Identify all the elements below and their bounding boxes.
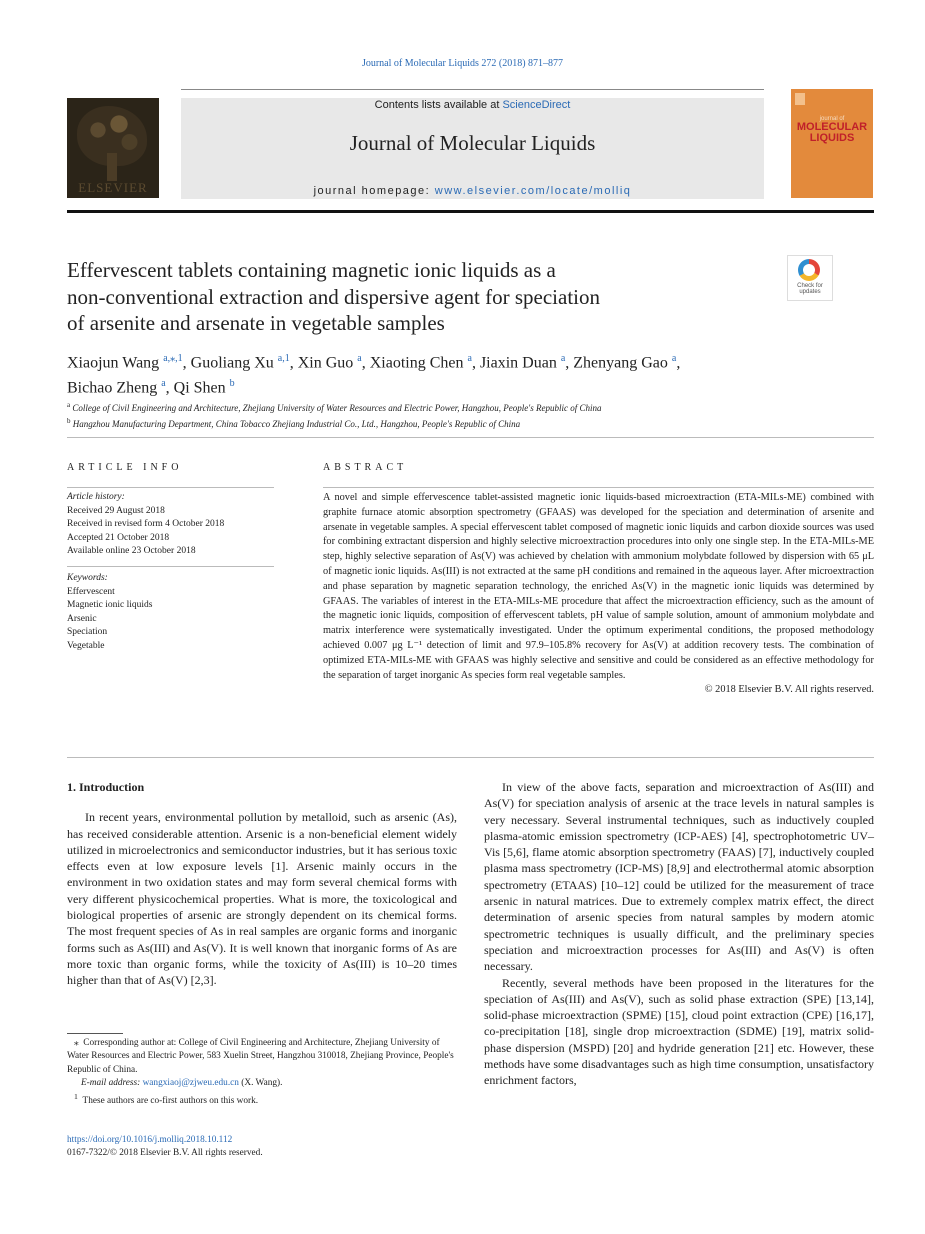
affiliation-a: $^a$ College of Civil Engineering and Architecture, Zhejiang University of Water Resources and Electric Power, Hangzhou, People's Republic of China — [67, 401, 602, 413]
author-affiliation-marker[interactable]: b — [229, 378, 235, 390]
keywords: Keywords: Effervescent Magnetic ionic liquids Arsenic Speciation Vegetable — [67, 572, 277, 653]
keyword-item: Arsenic — [67, 613, 97, 624]
author-name[interactable]: Xin Guo — [297, 354, 354, 372]
affiliations — [67, 399, 867, 431]
cofirst-footnote: $^1$ These authors are co-first authors on this work. — [73, 1092, 259, 1107]
journal-cover-image — [791, 89, 873, 198]
contents-line: Contents lists available at ScienceDirect — [374, 99, 571, 111]
article-info-heading: ARTICLE INFO — [67, 462, 183, 473]
check-for-updates-button[interactable]: Check for updates — [787, 255, 833, 301]
header-rule — [181, 89, 764, 90]
history-item: Received in revised form 4 October 2018 — [67, 519, 225, 529]
abstract-text: A novel and simple effervescence tablet-assisted magnetic ionic liquids-based microextraction (ETA-MILs-ME) combined with graphite furnace atomic absorption spectrometry (GFAAS) was developed for the speciation and determination of arsenite and arsenate in vegetable samples. A special effervescent tablet composed of magnetic ionic liquids and carbon dioxide sources was used for combining extractant dispersion and highly selective microextraction procedures into only one single step. In the ETA-MILs-ME step, highly selective separation of As(V) was achieved by chelation with ammonium molybdate followed by dispersion with 65 μL of magnetic ionic liquids. As(III) is not extracted at the same pH conditions and remained in the aqueous layer. After microextraction and phase separation by magnetic separation technology, the enriched As(V) in the magnetic ionic liquids was determined by GFAAS. The variables of interest in the ETA-MILs-ME procedure that affect the microextraction efficiency, such as the amount of the magnetic ionic liquids, composition of effervescent tablets, pH value of sample solution, amount of ammonium molybdate and matrix interference were systematically investigated. Under the optimum experimental conditions, the proposed methodology achieved 0.007 μg L⁻¹ detection of limit and 97.9–105.8% recovery for As(V) at addition recovery tests. The combination of optimized ETA-MILs-ME with GFAAS was highly selective and sensitive and could be considered as an effective methodology for the separation of target inorganic As species form real vegetable samples. © 2018 Elsevier B.V. All rights reserved. — [323, 491, 874, 698]
journal-citation-link[interactable]: Journal of Molecular Liquids 272 (2018) 871–877 — [361, 58, 564, 69]
cover-title: MOLECULAR LIQUIDS — [796, 121, 868, 144]
author-list: Xiaojun Wang $^{a,⁎,1}$, Guoliang Xu $^{a,1}$, Xin Guo $^a$, Xiaoting Chen $^a$, Jiaxin Duan $^a$, Zhenyang Gao $^a$, Bichao Zheng $^a$, Qi Shen $^b$ — [67, 353, 681, 397]
author-name[interactable]: Guoliang Xu — [190, 354, 274, 372]
author-name[interactable]: Jiaxin Duan — [479, 354, 557, 372]
paragraph: In recent years, environmental pollution by metalloid, such as arsenic (As), has received considerable attention. Arsenic is a non-beneficial element widely utilized in microelectronics and semiconductor industries, but it has serious toxic effects even at low exposure levels [1]. Arsenic mainly occurs in the environment in two oxidation states and may form several chemical forms with very different physicochemical properties. What is more, the toxicological and biological properties of arsenic are strongly dependent on its chemical forms. The most frequent species of As in real samples are organic forms and inorganic forms such as As(III) and As(V). It is well known that inorganic forms of As are more toxic than organic forms, while the toxicity of As(III) is 10–20 times higher than that of As(V) [2,3]. — [67, 810, 457, 988]
issn-line: 0167-7322/© 2018 Elsevier B.V. All rights reserved. — [67, 1148, 263, 1159]
author-name[interactable]: Bichao Zheng — [67, 379, 158, 397]
author-affiliation-marker[interactable]: a — [357, 353, 362, 364]
keyword-item: Speciation — [67, 627, 108, 637]
email-footnote: E-mail address: wangxiaoj@zjweu.edu.cn (X. Wang). — [80, 1077, 283, 1088]
corresponding-author-footnote: ⁎ Corresponding author at: College of Civil Engineering and Architecture, Zhejiang University of Water Resources and Electric Power, 583 Xuelin Street, Hangzhou 310018, Zhejiang Province, People's Republic of China. — [67, 1038, 454, 1075]
header-divider — [67, 210, 874, 213]
affiliation-b: $^b$ Hangzhou Manufacturing Department, China Tobacco Zhejiang Industrial Co., Ltd., Hangzhou, People's Republic of China — [67, 417, 521, 429]
elsevier-wordmark: ELSEVIER — [78, 180, 148, 195]
sciencedirect-link[interactable]: ScienceDirect — [502, 99, 571, 111]
section-divider — [67, 757, 874, 758]
history-item: Available online 23 October 2018 — [67, 546, 196, 556]
abstract-heading: ABSTRACT — [323, 462, 408, 473]
author-name[interactable]: Qi Shen — [173, 379, 226, 397]
body-column-left — [67, 779, 457, 989]
section-heading-introduction: 1. Introduction — [67, 780, 145, 794]
article-history: Article history: Received 29 August 2018 Received in revised form 4 October 2018 Accepted 21 October 2018 Available online 23 October 2018 — [67, 491, 277, 559]
email-link[interactable]: wangxiaoj@zjweu.edu.cn — [142, 1077, 239, 1088]
footnote-rule — [67, 1033, 123, 1034]
doi-block — [67, 1134, 263, 1161]
author-name[interactable]: Xiaoting Chen — [369, 354, 464, 372]
history-item: Received 29 August 2018 — [67, 505, 165, 516]
author-name[interactable]: Zhenyang Gao — [573, 354, 668, 372]
doi-link[interactable]: https://doi.org/10.1016/j.molliq.2018.10.112 — [67, 1135, 233, 1145]
section-divider — [67, 437, 874, 438]
crossmark-icon — [798, 259, 820, 281]
author-affiliation-marker[interactable]: a,⁎,1 — [163, 353, 183, 364]
keyword-item: Magnetic ionic liquids — [67, 600, 153, 610]
article-title: Effervescent tablets containing magnetic ionic liquids as a non-conventional extraction and dispersive agent for speciation of arsenite and arsenate in vegetable samples — [67, 258, 600, 335]
journal-title: Journal of Molecular Liquids — [349, 131, 596, 155]
paragraph: In view of the above facts, separation and microextraction of As(III) and As(V) for speciation analysis of arsenic at the trace levels in natural samples is very necessary. Several instrumental techniques, such as inductively coupled plasma-atomic emission spectrometry (ICP-AES) [4], spectrophotometric UV–Vis [5,6], flame atomic absorption spectrometry (FAAS) [7], inductively coupled plasma mass spectrometry (ICP-MS) [8,9] and electrothermal atomic absorption spectrometry (ETAAS) [10–12] could be utilized for the measurement of trace arsenic in natural matrices. Due to extremely complex matrix effect, the direct determination of arsenic species from natural samples by modern atomic spectrometric techniques is usually difficult, and the preliminary species speciation and microextraction processes for As(III) and As(V) is often necessary. — [484, 780, 874, 974]
author-affiliation-marker[interactable]: a — [161, 378, 166, 390]
author-name[interactable]: Xiaojun Wang — [67, 354, 160, 372]
abstract-copyright: © 2018 Elsevier B.V. All rights reserved. — [704, 684, 874, 696]
author-affiliation-marker[interactable]: a — [671, 353, 677, 364]
author-affiliation-marker[interactable]: a,1 — [277, 353, 290, 364]
keyword-item: Vegetable — [67, 640, 105, 651]
cover-small-text: journal of — [819, 116, 845, 122]
homepage-line: journal homepage: www.elsevier.com/locate/molliq — [313, 185, 632, 197]
homepage-link[interactable]: www.elsevier.com/locate/molliq — [434, 185, 632, 197]
author-affiliation-marker[interactable]: a — [560, 353, 566, 364]
footnotes — [67, 1037, 459, 1109]
body-column-right — [484, 779, 874, 1089]
history-item: Accepted 21 October 2018 — [67, 532, 170, 543]
author-affiliation-marker[interactable]: a — [467, 353, 472, 364]
paragraph: Recently, several methods have been proposed in the literatures for the speciation of As(III) and As(V), such as solid phase extraction (SPE) [13,14], solid-phase microextraction (SPME) [15], cloud point extraction (CPE) [16,17], co-precipitation [18], single drop microextraction (SDME) [19], matrix solid-phase dispersion (MSPD) [20] and hydride generation [21] etc. However, these methods have some disadvantages such as high time consumption, unsatisfactory enrichment factors, — [484, 975, 874, 1088]
keyword-item: Effervescent — [67, 586, 115, 597]
elsevier-tree-logo — [67, 98, 159, 198]
